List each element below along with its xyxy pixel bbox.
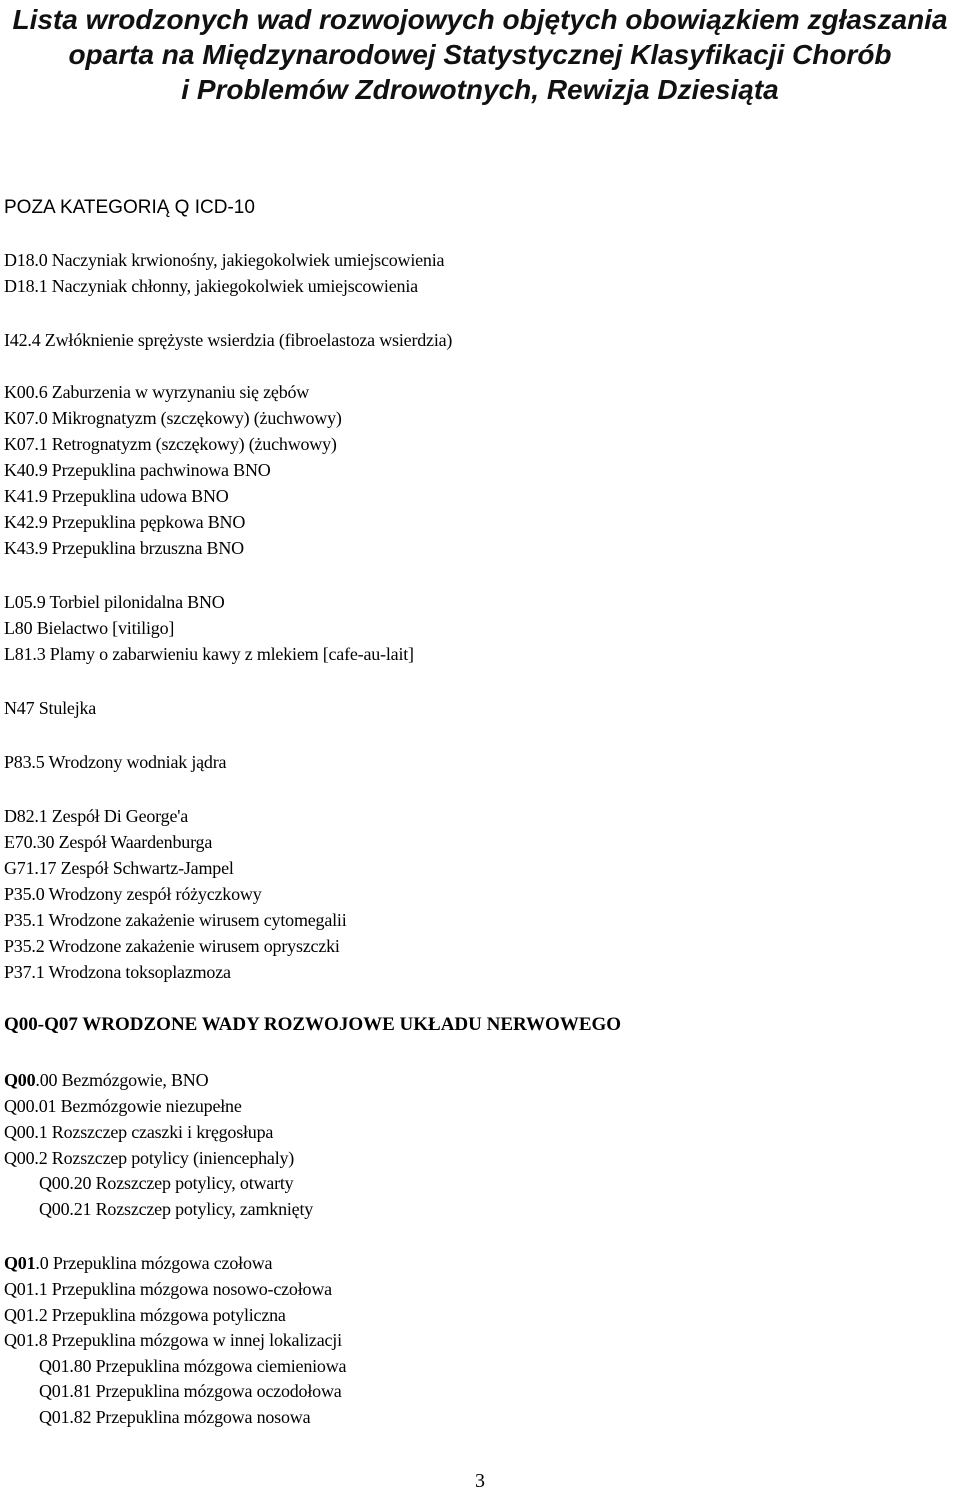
entry-code: E70.30: [4, 832, 55, 852]
list-item: [4, 1147, 294, 1169]
title-line: oparta na Międzynarodowej Statystycznej Klasyfikacji Chorób: [68, 39, 892, 70]
entry-description: Zwłóknienie sprężyste wsierdzia (fibroelastoza wsierdzia): [40, 330, 453, 350]
entry-code: K40.9: [4, 460, 48, 480]
entry-code: Q01.82: [39, 1407, 92, 1427]
list-item: [4, 537, 244, 559]
entry-description: Rozszczep potylicy, otwarty: [91, 1173, 294, 1193]
list-item: [4, 697, 96, 719]
list-item-indented: [39, 1406, 310, 1428]
entry-description: Przepuklina mózgowa w innej lokalizacji: [47, 1330, 342, 1350]
list-item: [4, 459, 271, 481]
entry-code: N47: [4, 698, 35, 718]
list-item: [4, 329, 452, 351]
entry-code: Q00.01: [4, 1096, 57, 1116]
entry-description: Rozszczep czaszki i kręgosłupa: [47, 1122, 274, 1142]
list-item-indented: [39, 1355, 346, 1377]
entry-description: Wrodzony zespół różyczkowy: [44, 884, 262, 904]
list-item: [4, 1329, 342, 1351]
list-item: [4, 1069, 208, 1091]
list-item: [4, 433, 337, 455]
entry-code: Q01.80: [39, 1356, 92, 1376]
entry-description: Przepuklina mózgowa potyliczna: [47, 1305, 286, 1325]
entry-code: P35.2: [4, 936, 45, 956]
list-item: [4, 591, 225, 613]
entry-code-bold: Q00: [4, 1070, 36, 1090]
entry-code: Q00.21: [39, 1199, 92, 1219]
entry-code: K07.1: [4, 434, 48, 454]
entry-description: Zaburzenia w wyrzynaniu się zębów: [47, 382, 310, 402]
entry-description: Zespół Schwartz-Jampel: [56, 858, 234, 878]
title-line: Lista wrodzonych wad rozwojowych objętych obowiązkiem zgłaszania: [12, 4, 948, 35]
entry-code: K41.9: [4, 486, 48, 506]
entry-code: Q00.20: [39, 1173, 92, 1193]
entry-description: Przepuklina brzuszna BNO: [47, 538, 244, 558]
entry-code: P35.1: [4, 910, 45, 930]
entry-description: Przepuklina mózgowa nosowo-czołowa: [47, 1279, 332, 1299]
list-item: [4, 617, 174, 639]
list-item: [4, 831, 212, 853]
list-item: [4, 249, 444, 271]
section-heading-q00-q07: Q00-Q07 WRODZONE WADY ROZWOJOWE UKŁADU NERWOWEGO: [4, 1014, 622, 1035]
document-title: [0, 2, 960, 107]
list-item: [4, 1304, 286, 1326]
entry-description: Przepuklina pachwinowa BNO: [47, 460, 271, 480]
entry-code: Q01.2: [4, 1305, 48, 1325]
list-item: [4, 1252, 272, 1274]
list-item: [4, 909, 347, 931]
entry-code: Q01.1: [4, 1279, 48, 1299]
list-item: [4, 511, 245, 533]
entry-code: .0: [35, 1253, 49, 1273]
list-item: [4, 1121, 273, 1143]
entry-description: Przepuklina udowa BNO: [47, 486, 229, 506]
entry-description: Naczyniak chłonny, jakiegokolwiek umiejscowienia: [47, 276, 418, 296]
section-heading-outside-q: POZA KATEGORIĄ Q ICD-10: [4, 197, 255, 218]
entry-description: Bezmózgowie, BNO: [57, 1070, 209, 1090]
entry-description: Torbiel pilonidalna BNO: [45, 592, 225, 612]
list-item: [4, 857, 234, 879]
entry-code: K42.9: [4, 512, 48, 532]
entry-code: D82.1: [4, 806, 48, 826]
entry-code: L05.9: [4, 592, 46, 612]
entry-description: Wrodzone zakażenie wirusem cytomegalii: [44, 910, 347, 930]
entry-description: Zespół Di George'a: [47, 806, 189, 826]
entry-code: P37.1: [4, 962, 45, 982]
list-item: [4, 935, 340, 957]
entry-code: Q00.2: [4, 1148, 48, 1168]
entry-description: Zespół Waardenburga: [54, 832, 213, 852]
page-number: 3: [475, 1470, 485, 1492]
entry-code: P35.0: [4, 884, 45, 904]
entry-description: Retrognatyzm (szczękowy) (żuchwowy): [47, 434, 337, 454]
entry-description: Przepuklina pępkowa BNO: [47, 512, 246, 532]
entry-description: Naczyniak krwionośny, jakiegokolwiek umiejscowienia: [47, 250, 445, 270]
entry-code: Q00.1: [4, 1122, 48, 1142]
list-item: [4, 381, 309, 403]
title-line: i Problemów Zdrowotnych, Rewizja Dziesiąta: [181, 74, 779, 105]
entry-description: Wrodzone zakażenie wirusem opryszczki: [44, 936, 340, 956]
list-item: [4, 883, 262, 905]
entry-description: Wrodzona toksoplazmoza: [44, 962, 231, 982]
entry-code: L81.3: [4, 644, 46, 664]
entry-code: D18.1: [4, 276, 48, 296]
entry-description: Plamy o zabarwieniu kawy z mlekiem [cafe-au-lait]: [45, 644, 414, 664]
entry-description: Przepuklina mózgowa oczodołowa: [91, 1381, 342, 1401]
entry-description: Przepuklina mózgowa czołowa: [48, 1253, 273, 1273]
list-item: [4, 1278, 332, 1300]
entry-description: Rozszczep potylicy, zamknięty: [91, 1199, 314, 1219]
entry-description: Bezmózgowie niezupełne: [56, 1096, 242, 1116]
entry-description: Stulejka: [34, 698, 97, 718]
entry-code-bold: Q01: [4, 1253, 36, 1273]
entry-code: I42.4: [4, 330, 41, 350]
entry-description: Wrodzony wodniak jądra: [44, 752, 227, 772]
entry-description: Przepuklina mózgowa ciemieniowa: [91, 1356, 347, 1376]
list-item: [4, 407, 342, 429]
entry-code: Q01.81: [39, 1381, 92, 1401]
entry-code: Q01.8: [4, 1330, 48, 1350]
list-item: [4, 751, 226, 773]
entry-code: G71.17: [4, 858, 57, 878]
list-item: [4, 275, 418, 297]
entry-description: Rozszczep potylicy (iniencephaly): [47, 1148, 295, 1168]
list-item: [4, 805, 188, 827]
list-item: [4, 1095, 242, 1117]
entry-code: L80: [4, 618, 33, 638]
list-item-indented: [39, 1172, 293, 1194]
entry-description: Przepuklina mózgowa nosowa: [91, 1407, 311, 1427]
entry-description: Mikrognatyzm (szczękowy) (żuchwowy): [47, 408, 342, 428]
entry-code: K00.6: [4, 382, 48, 402]
list-item-indented: [39, 1380, 342, 1402]
entry-description: Bielactwo [vitiligo]: [32, 618, 175, 638]
list-item: [4, 961, 231, 983]
entry-code: D18.0: [4, 250, 48, 270]
list-item: [4, 643, 414, 665]
entry-code: K07.0: [4, 408, 48, 428]
entry-code: K43.9: [4, 538, 48, 558]
list-item-indented: [39, 1198, 313, 1220]
entry-code: P83.5: [4, 752, 45, 772]
list-item: [4, 485, 229, 507]
entry-code: .00: [35, 1070, 58, 1090]
